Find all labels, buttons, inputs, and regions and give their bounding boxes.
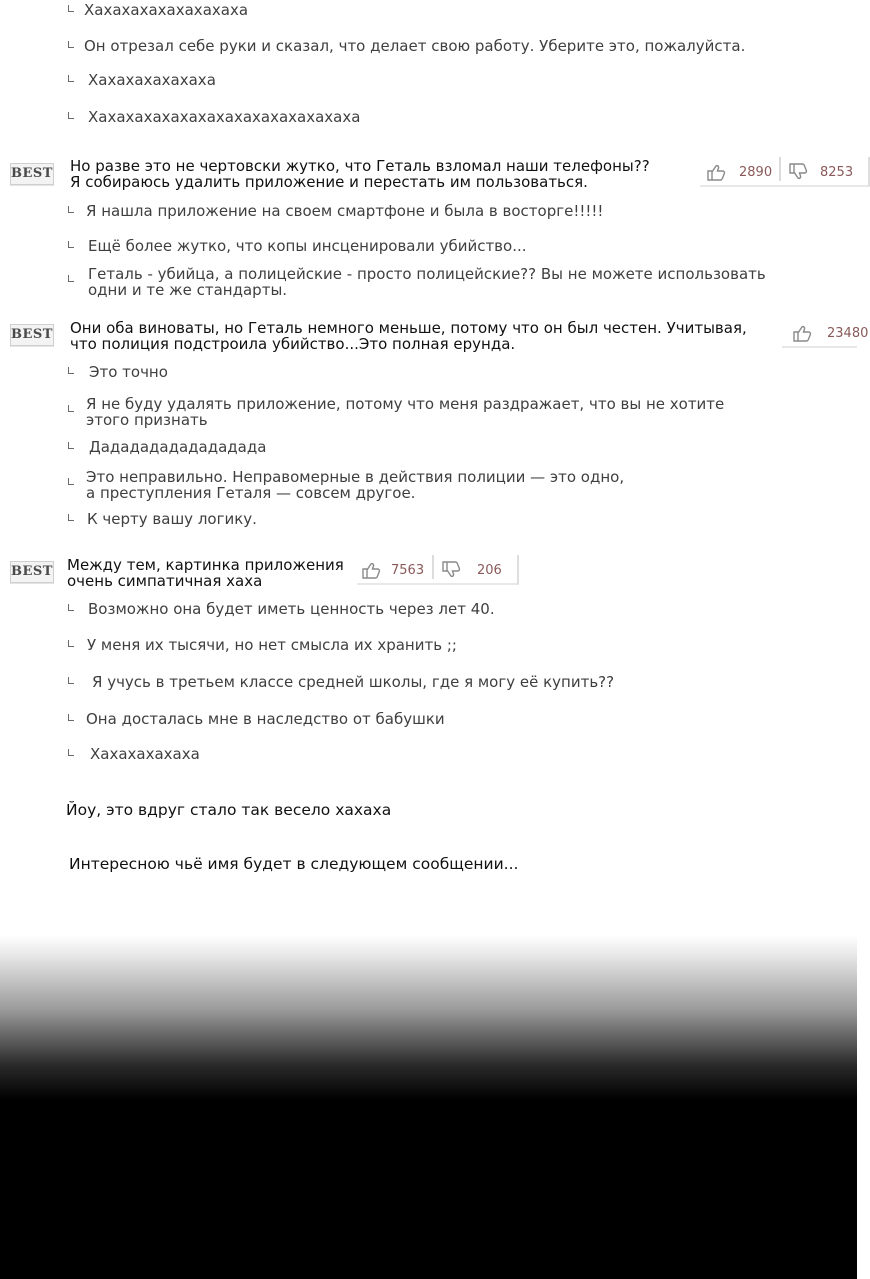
vote-divider xyxy=(432,555,434,579)
reply-arrow-icon xyxy=(68,514,74,521)
fade-to-black xyxy=(0,935,857,1279)
vote-divider xyxy=(779,157,781,181)
reply-arrow-icon xyxy=(68,640,74,647)
thumbs-up-icon xyxy=(361,561,381,579)
reply-arrow-icon xyxy=(68,604,74,611)
reply-arrow-icon xyxy=(68,5,74,12)
comment-text: Они оба виноваты, но Геталь немного меньше, потому что он был честен. Учитывая, что полиция подстроила убийство...Это полная ерунда. xyxy=(70,319,747,353)
best-badge: BEST xyxy=(10,324,54,346)
vote-box: 7563 206 xyxy=(357,555,519,585)
comment-text: Но разве это не чертовски жутко, что Геталь взломал наши телефоны?? Я собираюсь удалить приложение и перестать им пользоваться. xyxy=(70,157,650,191)
narration-text: Интересною чьё имя будет в следующем сообщении... xyxy=(69,855,519,873)
reply-arrow-icon xyxy=(68,478,74,485)
reply-arrow-icon xyxy=(68,367,74,374)
thumbs-up-icon xyxy=(792,324,812,342)
reply-arrow-icon xyxy=(68,275,74,282)
reply-arrow-icon xyxy=(68,206,74,213)
narration-text: Йоу, это вдруг стало так весело хахаха xyxy=(66,801,392,819)
reply-arrow-icon xyxy=(68,75,74,82)
reply-arrow-icon xyxy=(68,241,74,248)
vote-box: 2890 8253 xyxy=(700,157,870,187)
best-badge: BEST xyxy=(10,163,54,185)
reply-arrow-icon xyxy=(68,749,74,756)
thumbs-up-icon xyxy=(706,163,726,181)
vote-box: 23480 xyxy=(782,318,857,348)
thumbs-down-icon xyxy=(441,561,461,579)
thumbs-down-icon xyxy=(788,163,808,181)
reply-arrow-icon xyxy=(68,677,74,684)
best-badge: BEST xyxy=(10,561,54,583)
reply-arrow-icon xyxy=(68,714,74,721)
reply-arrow-icon xyxy=(68,112,74,119)
reply-arrow-icon xyxy=(68,405,74,412)
reply-arrow-icon xyxy=(68,41,74,48)
comment-text: Между тем, картинка приложения очень симпатичная хаха xyxy=(67,556,344,590)
reply-arrow-icon xyxy=(68,442,74,449)
